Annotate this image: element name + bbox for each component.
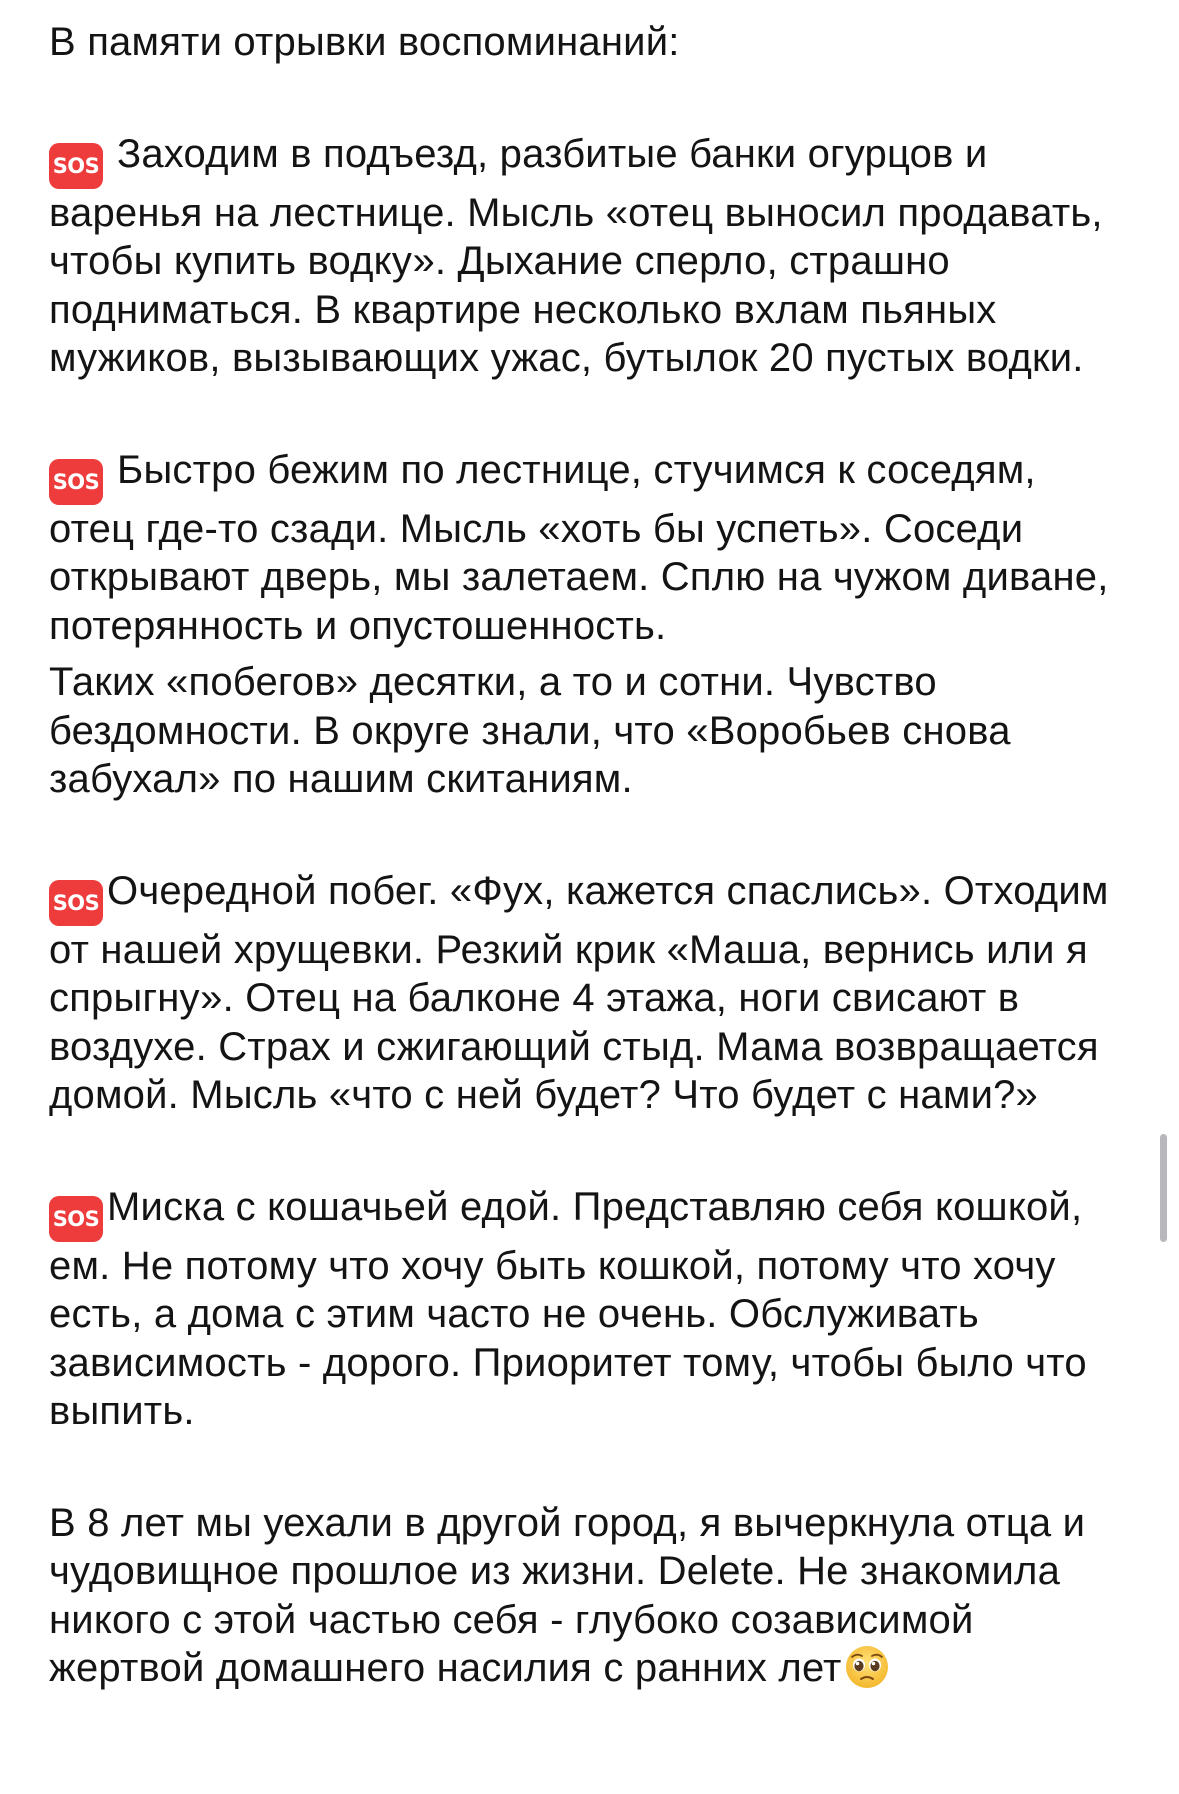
closing-text: В 8 лет мы уехали в другой город, я вычеркнула отца и чудовищное прошлое из жизни. Delete. Не знакомила никого с этой частью себя - глубоко созависимой жертвой домашнего насилия с ранних лет: [49, 1500, 1097, 1690]
scrollbar-thumb[interactable]: [1160, 1134, 1167, 1242]
spacer: [49, 383, 1129, 446]
closing-paragraph: [49, 1499, 1129, 1693]
memory-3: [49, 867, 1129, 1120]
memory-1: [49, 130, 1129, 383]
memory-2-text: Быстро бежим по лестнице, стучимся к соседям, отец где-то сзади. Мысль «хоть бы успеть». Соседи открывают дверь, мы залетаем. Сплю на чужом диване, потерянность и опустошенность.: [49, 447, 1120, 648]
spacer: [49, 67, 1129, 130]
memory-1-text: Заходим в подъезд, разбитые банки огурцов и варенья на лестнице. Мысль «отец выносил продавать, чтобы купить водку». Дыхание сперло, страшно подниматься. В квартире несколько вхлам пьяных мужиков, вызывающих ужас, бутылок 20 пустых водки.: [49, 131, 1115, 380]
memory-3-text: Очередной побег. «Фух, кажется спаслись». Отходим от нашей хрущевки. Резкий крик «Маша, вернись или я спрыгну». Отец на балконе 4 этажа, ноги свисают в воздухе. Страх и сжигающий стыд. Мама возвращается домой. Мысль «что с ней будет? Что будет с нами?»: [49, 868, 1120, 1117]
memory-2-continued: Таких «побегов» десятки, а то и сотни. Чувство бездомности. В округе знали, что «Воробьев снова забухал» по нашим скитаниям.: [49, 660, 1022, 801]
pleading-face-emoji-icon: [844, 1644, 890, 1690]
spacer: [49, 804, 1129, 867]
sos-icon: SOS: [49, 1196, 103, 1242]
spacer: [49, 650, 1129, 658]
spacer: [49, 1120, 1129, 1183]
sos-icon: SOS: [49, 143, 103, 189]
memory-4-text: Миска с кошачьей едой. Представляю себя кошкой, ем. Не потому что хочу быть кошкой, потому что хочу есть, а дома с этим часто не очень. Обслуживать зависимость - дорого. Приоритет тому, чтобы было что выпить.: [49, 1184, 1099, 1433]
post-text: [49, 18, 1129, 1693]
memory-2: [49, 446, 1129, 651]
spacer: [49, 1436, 1129, 1499]
sos-icon: SOS: [49, 880, 103, 926]
intro-line: В памяти отрывки воспоминаний:: [49, 20, 680, 64]
sos-icon: SOS: [49, 459, 103, 505]
memory-4: [49, 1183, 1129, 1436]
